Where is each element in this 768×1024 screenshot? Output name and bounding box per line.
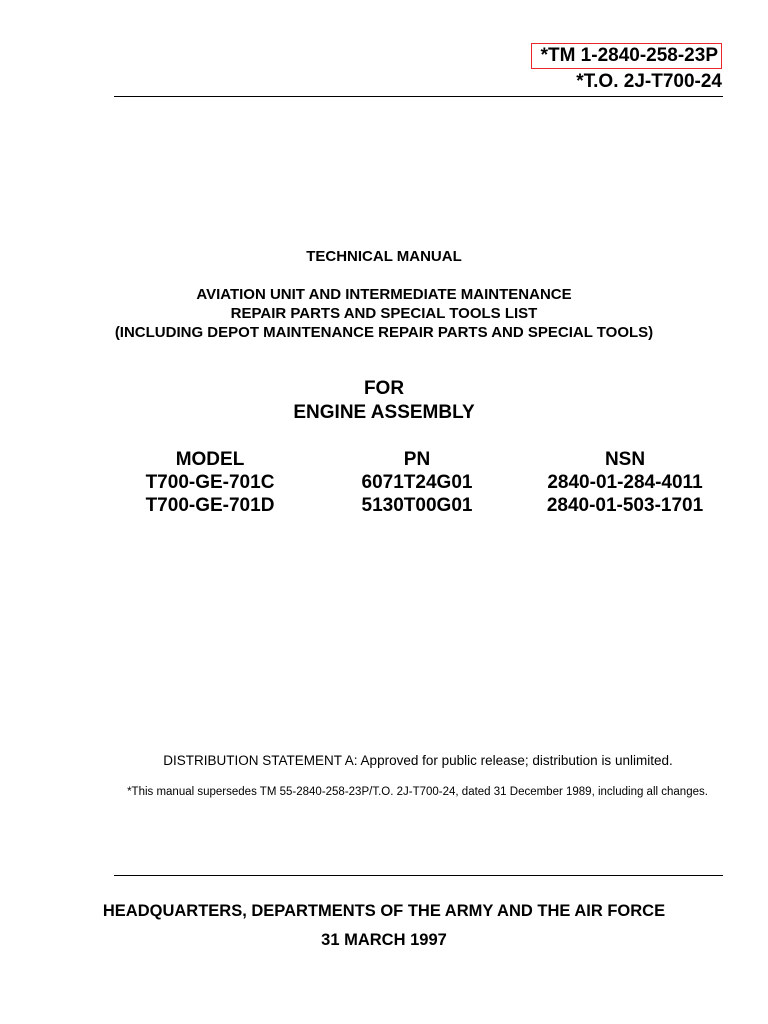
model-cell: T700-GE-701C bbox=[145, 472, 275, 493]
title-for: FOR bbox=[363, 378, 405, 399]
pn-column bbox=[317, 448, 517, 517]
headquarters: HEADQUARTERS, DEPARTMENTS OF THE ARMY AND THE AIR FORCE bbox=[102, 902, 666, 920]
to-number: *T.O. 2J-T700-24 bbox=[576, 71, 722, 92]
pn-header: PN bbox=[403, 449, 431, 470]
tm-number: *TM 1-2840-258-23P bbox=[540, 45, 718, 66]
model-column bbox=[110, 448, 310, 517]
nsn-cell: 2840-01-284-4011 bbox=[547, 472, 703, 493]
distribution-statement: DISTRIBUTION STATEMENT A: Approved for public release; distribution is unlimited. bbox=[163, 753, 673, 768]
model-header: MODEL bbox=[175, 449, 245, 470]
title-line-maintenance: AVIATION UNIT AND INTERMEDIATE MAINTENANCE bbox=[196, 286, 572, 303]
bottom-divider bbox=[114, 875, 723, 876]
pn-cell: 5130T00G01 bbox=[361, 495, 473, 516]
model-cell: T700-GE-701D bbox=[145, 495, 275, 516]
tm-number-box bbox=[531, 43, 722, 69]
pn-cell: 6071T24G01 bbox=[361, 472, 473, 493]
nsn-cell: 2840-01-503-1701 bbox=[546, 495, 704, 516]
document-type: TECHNICAL MANUAL bbox=[306, 248, 462, 265]
supersede-note: *This manual supersedes TM 55-2840-258-23P/T.O. 2J-T700-24, dated 31 December 1989, including all changes. bbox=[127, 786, 708, 798]
title-subject: ENGINE ASSEMBLY bbox=[293, 402, 475, 423]
nsn-header: NSN bbox=[604, 449, 646, 470]
parts-table bbox=[0, 448, 768, 520]
title-line-depot: (INCLUDING DEPOT MAINTENANCE REPAIR PARTS AND SPECIAL TOOLS) bbox=[114, 324, 654, 341]
nsn-column bbox=[525, 448, 725, 517]
publication-date: 31 MARCH 1997 bbox=[321, 931, 447, 949]
title-line-repair-parts: REPAIR PARTS AND SPECIAL TOOLS LIST bbox=[230, 305, 538, 322]
top-divider bbox=[114, 96, 723, 97]
